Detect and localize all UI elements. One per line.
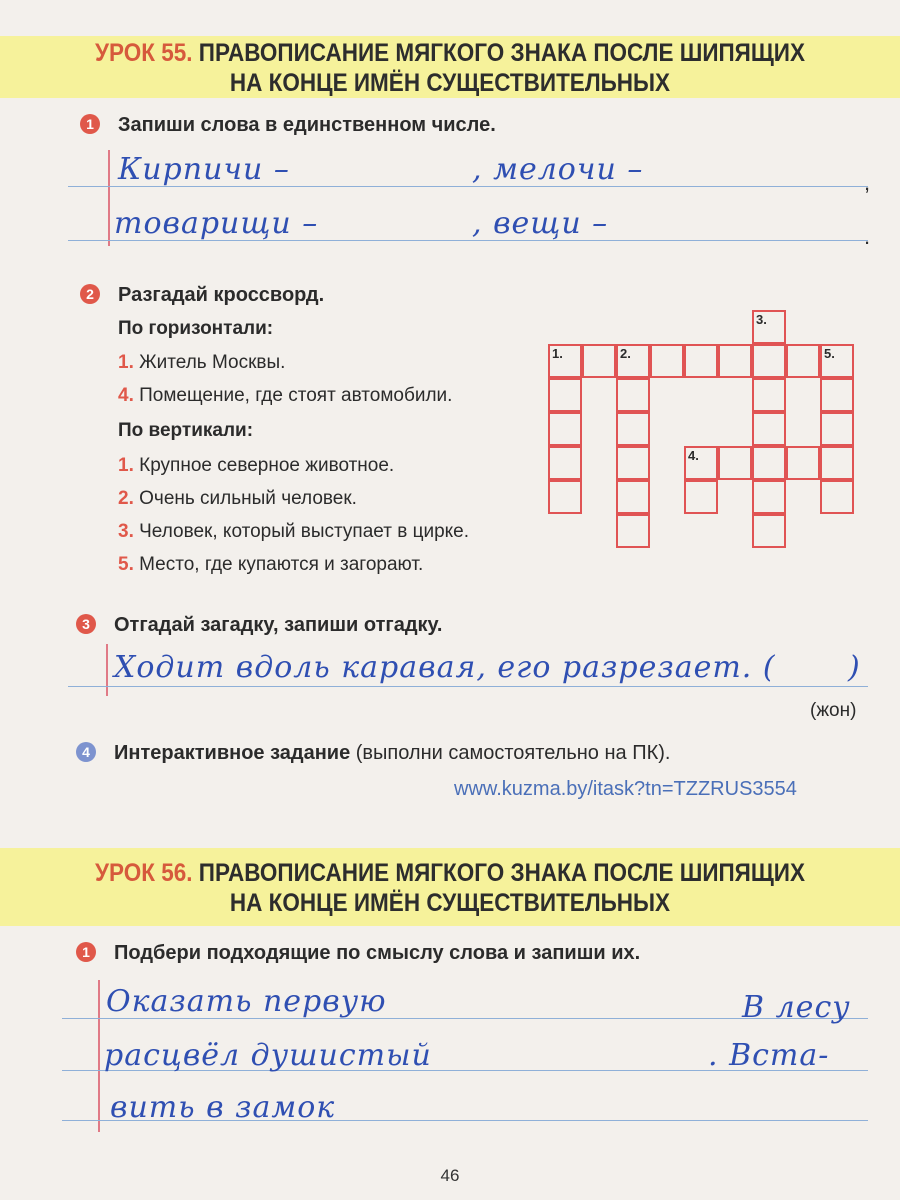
crossword-cell[interactable] [616,480,650,514]
task-1-instruction: Запиши слова в единственном числе. [118,114,496,136]
handwriting-rastsvel: расцвёл душистый [104,1038,432,1073]
handwriting-vsta: . Вста- [708,1038,830,1073]
crossword-cell[interactable] [548,446,582,480]
handwriting-riddle: Ходит вдоль каравая, его разрезает. ( [114,650,776,685]
crossword-cell[interactable] [650,344,684,378]
handwriting-bracket: ) [848,650,861,685]
crossword-cell[interactable] [820,378,854,412]
crossword-cell[interactable] [752,446,786,480]
crossword-cell[interactable] [548,378,582,412]
lesson-56-number: УРОК 56. [95,859,193,887]
interactive-task-link[interactable]: www.kuzma.by/itask?tn=TZZRUS3554 [454,778,797,800]
riddle-hint: (жон) [810,700,857,721]
task-3-icon: 3 [76,614,96,634]
lesson-55-number: УРОК 55. [95,39,193,67]
horizontal-heading: По горизонтали: [118,318,274,339]
crossword-number-label: 1. [552,346,563,361]
crossword-cell[interactable] [752,412,786,446]
crossword-cell[interactable] [718,446,752,480]
crossword-cell[interactable] [548,412,582,446]
crossword-cell[interactable] [820,412,854,446]
crossword-cell[interactable] [616,514,650,548]
margin-line [106,644,108,696]
handwriting-tovarishchi: товарищи – [114,206,319,241]
lesson-55-title-line2: НА КОНЦЕ ИМЁН СУЩЕСТВИТЕЛЬНЫХ [229,69,671,97]
crossword-cell[interactable] [820,480,854,514]
task-3-instruction: Отгадай загадку, запиши отгадку. [114,614,443,636]
crossword-cell[interactable] [684,480,718,514]
crossword-cell[interactable] [752,514,786,548]
handwriting-vstavit: вить в замок [110,1090,336,1125]
crossword-cell[interactable] [820,446,854,480]
crossword-cell[interactable] [616,446,650,480]
crossword-cell[interactable] [548,480,582,514]
line-end-period: . [864,224,871,249]
crossword-cell[interactable] [582,344,616,378]
lesson-56-title-line1: УРОК 56. ПРАВОПИСАНИЕ МЯГКОГО ЗНАКА ПОСЛЕ ШИПЯЩИХ [95,859,805,887]
crossword-cell[interactable] [786,344,820,378]
clue-v2: 2. Очень сильный человек. [118,488,357,509]
task-1-icon: 1 [80,114,100,134]
task-4-instruction: Интерактивное задание (выполни самостоятельно на ПК). [114,742,671,764]
margin-line [108,150,110,246]
vertical-heading: По вертикали: [118,420,254,441]
handwriting-v-lesu: В лесу [742,990,851,1025]
writing-line [68,686,868,687]
crossword-cell[interactable] [616,412,650,446]
crossword-cell[interactable] [718,344,752,378]
handwriting-veshchi: , вещи – [472,206,609,241]
clue-v1: 1. Крупное северное животное. [118,455,395,476]
margin-line [98,980,100,1132]
task-2-icon: 2 [80,284,100,304]
crossword-number-label: 4. [688,448,699,463]
lesson-56-title-line2: НА КОНЦЕ ИМЁН СУЩЕСТВИТЕЛЬНЫХ [229,889,671,917]
crossword-cell[interactable] [684,344,718,378]
crossword-cell[interactable] [786,446,820,480]
crossword-cell[interactable] [616,378,650,412]
handwriting-okazat: Оказать первую [106,984,387,1019]
page-number: 46 [440,1166,460,1185]
clue-h1: 1. Житель Москвы. [118,352,286,373]
clue-v5: 5. Место, где купаются и загорают. [118,554,424,575]
lesson-56-task-1-instruction: Подбери подходящие по смыслу слова и запиши их. [114,942,641,964]
task-4-icon: 4 [76,742,96,762]
lesson-55-title-line1: УРОК 55. ПРАВОПИСАНИЕ МЯГКОГО ЗНАКА ПОСЛЕ ШИПЯЩИХ [95,39,805,67]
crossword-number-label: 5. [824,346,835,361]
lesson-56-task-1-icon: 1 [76,942,96,962]
clue-h4: 4. Помещение, где стоят автомобили. [118,385,453,406]
crossword-cell[interactable] [752,344,786,378]
crossword-cell[interactable] [752,378,786,412]
crossword-cell[interactable] [752,480,786,514]
handwriting-kirpichi: Кирпичи – [118,152,290,187]
line-end-comma: , [864,170,871,195]
handwriting-melochi: , мелочи – [472,152,644,187]
crossword-number-label: 3. [756,312,767,327]
task-2-instruction: Разгадай кроссворд. [118,284,325,306]
clue-v3: 3. Человек, который выступает в цирке. [118,521,470,542]
crossword-number-label: 2. [620,346,631,361]
